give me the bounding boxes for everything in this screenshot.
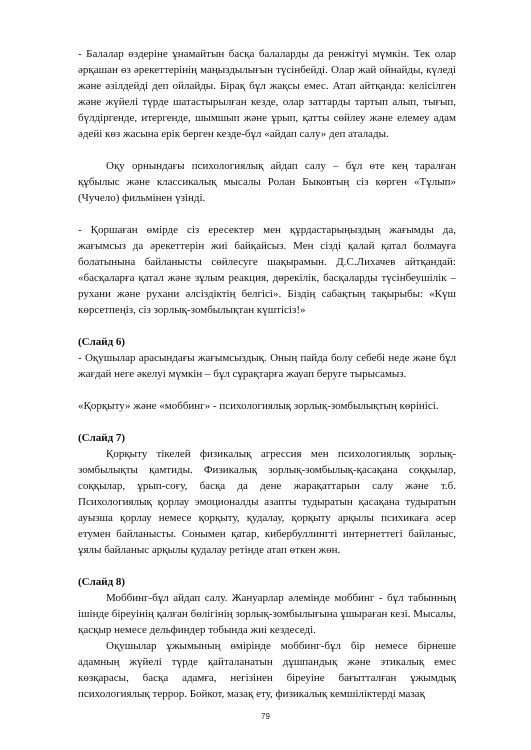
paragraph-lesson-topic: - Қоршаған өмірде сіз ересектер мен құрдастарыңыздың жағымды да, жағымсыз да әрекеттерін жиі байқайсыз. Мен сізді қалай қатал болмауға болатынына байланысты сөйлесуге шақырамын. Д.С.Лихачев айтқандай: «басқаларға қатал және зұлым реакция, дөрекілік, басқаларды түсінбеушілік – рухани және рухани әлсіздіктің белгісі». Біздің сабақтың тақырыбы: «Күш көрсетпеңіз, сіз зорлық-зомбылықтан күштісіз!» <box>78 224 456 316</box>
paragraph-bullying-intro: - Балалар өздеріне ұнамайтын басқа балаларды да ренжітуі мүмкін. Тек олар әрқашан өз әрекеттерінің маңыздылығын түсінбейді. Олар жай ойнайды, күледі және әзілдейді деп ойлайды. Бірақ бұл жақсы емес. Атап айтқанда: келісілген және жүйелі түрде шатастырылған кезде, олар заттарды тартып алып, тығып, бүлдіргенде, итергенде, шымшып және ұрып, қатты сөйлеу және елемеу адам әдейі көз жасына ерік берген кезде-бұл «айдап салу» деп аталады. <box>78 48 456 140</box>
spacer <box>78 382 456 398</box>
spacer <box>78 142 456 158</box>
slide-8-heading: (Слайд 8) <box>78 576 126 588</box>
spacer <box>78 206 456 222</box>
spacer <box>78 558 456 574</box>
paragraph-mobbing-animals: Моббинг-бұл айдап салу. Жануарлар әлемінде моббинг - бұл табынның ішінде біреуінің қалған бөлігінің зорлық-зомбылығына ұшыраған кезі. Мысалы, қасқыр немесе дельфиндер тобында жиі кездеседі. <box>78 592 456 636</box>
paragraph-school-bullying: Оқу орнындағы психологиялық айдап салу – бұл өте кең таралған құбылыс және классикалық мысалы Ролан Быковтың сіз көрген «Тұлып» (Чучело) фильмінен үзінді. <box>78 160 456 204</box>
spacer <box>78 318 456 334</box>
page-number: 79 <box>261 712 270 721</box>
paragraph-mobbing-students: Оқушылар ұжымының өмірінде моббинг-бұл бір немесе бірнеше адамның жүйелі түрде қайталанатын дұшпандық және этикалық емес көзқарасы, басқа адамға, негізінен біреуіне бағытталған ұжымдық психологиялық террор. Бойкот, мазақ ету, физикалық кемшіліктерді мазақ <box>78 640 456 700</box>
paragraph-mobbing-definition: «Қорқыту» және «моббинг» - психологиялық зорлық-зомбылықтың көрінісі. <box>78 400 439 412</box>
document-page <box>78 46 456 702</box>
paragraph-intimidation: Қорқыту тікелей физикалық агрессия мен психологиялық зорлық-зомбылықты қамтиды. Физикалық зорлық-зомбылық-қасақана соққылар, соққылар, ұрып-соғу, басқа да дене жарақаттарын салу және т.б. Психологиялық қорлау эмоционалды азапты тудыратын қасақана тудыратын ауызша қорлау немесе қорқыту, қудалау, қорқыту арқылы психикаға әсер етумен байланысты. Сонымен қатар, кибербуллингті интернеттегі байланыс, ұялы байланыс арқылы қудалау ретінде атап өткен жөн. <box>78 448 456 556</box>
slide-6-heading: (Слайд 6) <box>78 336 126 348</box>
spacer <box>78 414 456 430</box>
paragraph-negativity: - Оқушылар арасындағы жағымсыздық. Оның пайда болу себебі неде және бұл жағдай неге әкелуі мүмкін – бұл сұрақтарға жауап беруге тырысамыз. <box>78 352 456 380</box>
slide-7-heading: (Слайд 7) <box>78 432 126 444</box>
